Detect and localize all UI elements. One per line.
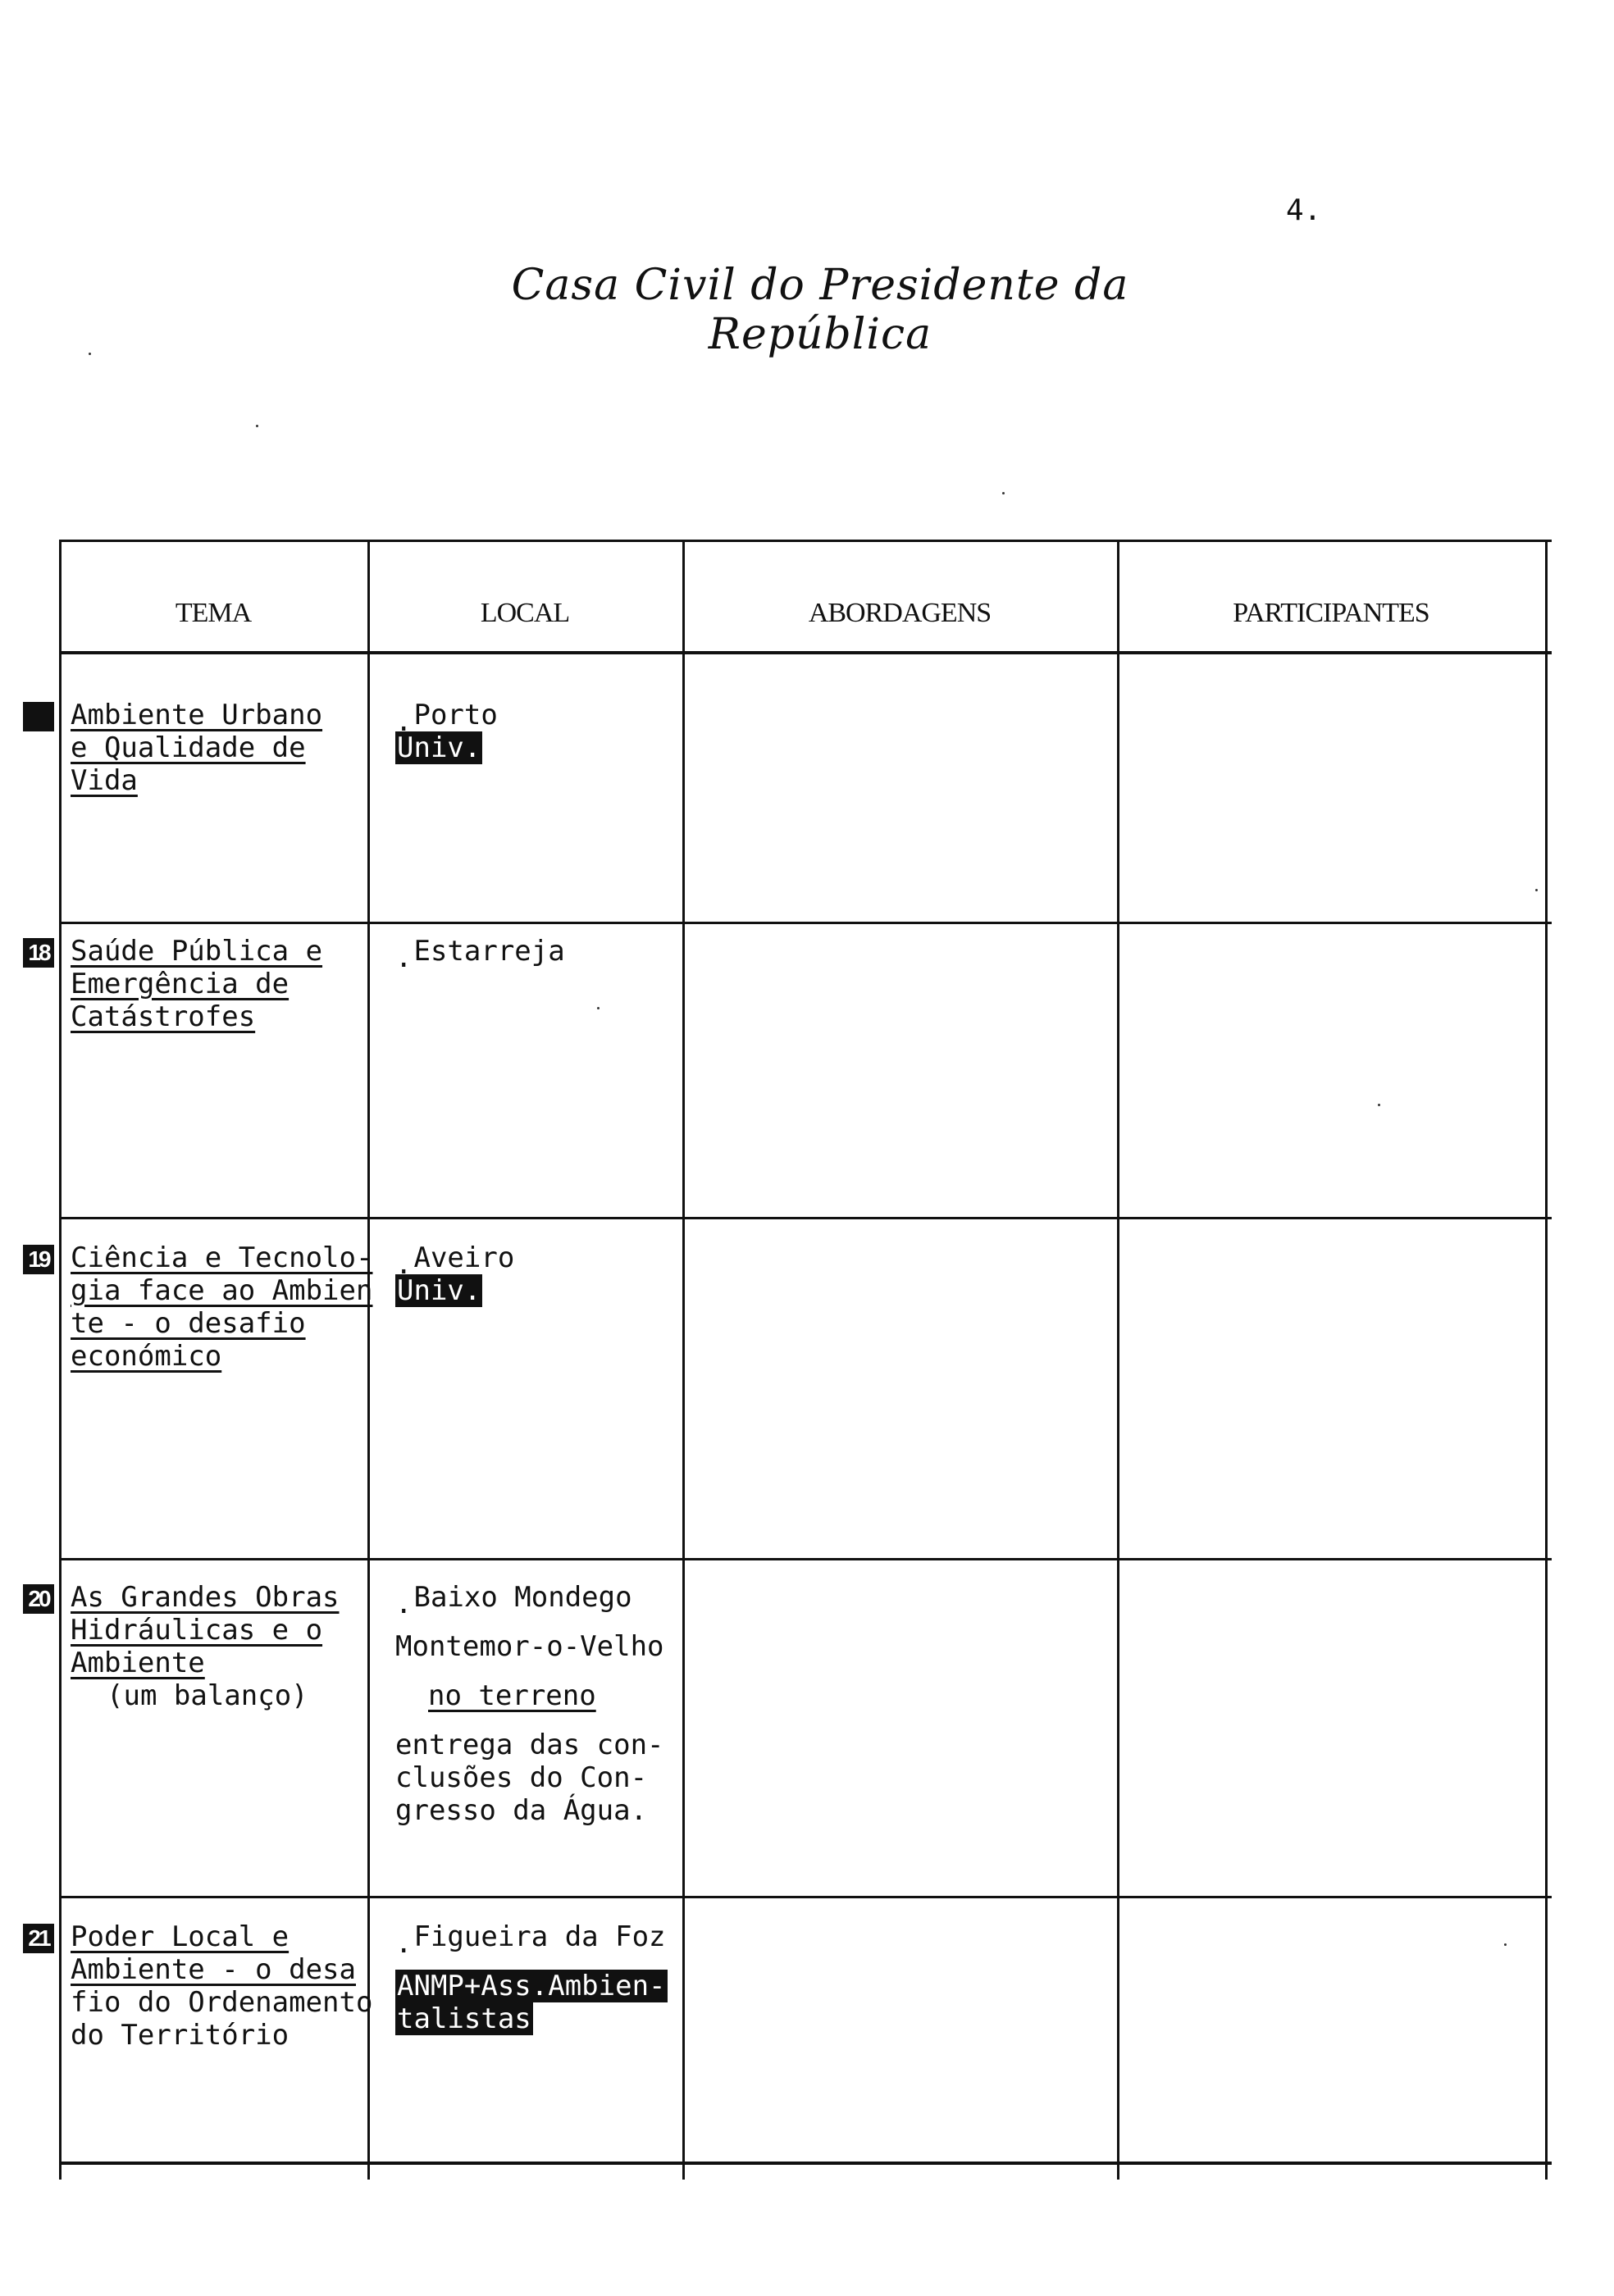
tema-line: Catástrofes: [71, 1000, 256, 1033]
local-place: Estarreja: [413, 935, 565, 968]
local-place: Baixo Mondego: [413, 1581, 632, 1614]
tema-cell: [71, 935, 374, 1033]
header-abordagens: ABORDAGENS: [808, 598, 992, 628]
row-number: [23, 702, 54, 731]
table-row: [28, 1217, 1552, 1558]
local-note: gresso da Água.: [395, 1794, 648, 1827]
local-note: entrega das con-: [395, 1729, 664, 1761]
tema-line: Vida: [71, 764, 138, 797]
local-note: no terreno: [428, 1679, 596, 1712]
tema-cell: [71, 1920, 374, 2052]
letterhead: Casa Civil do Presidente da República: [511, 261, 1129, 359]
row-number: 21: [23, 1924, 54, 1953]
tema-line: do Território: [71, 2019, 290, 2052]
tema-line: Ciência e Tecnolo-: [71, 1241, 373, 1274]
local-cell: [395, 935, 682, 974]
local-cell: [395, 1920, 682, 2035]
table-row: [28, 1558, 1552, 1896]
local-cell: [395, 699, 682, 764]
tema-cell: [71, 1241, 374, 1373]
local-cell: [395, 1581, 682, 1827]
tema-line: Poder Local e: [71, 1920, 290, 1953]
tema-line: e Qualidade de: [71, 731, 306, 764]
table-border-top: [59, 540, 1552, 542]
local-place: Porto: [413, 699, 498, 731]
table-row: [28, 922, 1552, 1217]
bullet-dot: .: [395, 941, 413, 974]
bullet-dot: .: [395, 705, 413, 738]
tema-line: Hidráulicas e o: [71, 1614, 323, 1647]
row-number: 20: [23, 1584, 54, 1614]
local-note: clusões do Con-: [395, 1761, 648, 1794]
local-highlight: Univ.: [397, 731, 481, 764]
page-number: 4.: [1286, 194, 1322, 227]
tema-line: gia face ao Ambien: [71, 1274, 373, 1307]
tema-line: Emergência de: [71, 968, 290, 1000]
local-note: Montemor-o-Velho: [395, 1630, 664, 1663]
table-row: [28, 1896, 1552, 2162]
tema-line: Ambiente Urbano: [71, 699, 323, 731]
tema-cell: [71, 699, 374, 797]
header-local: LOCAL: [480, 598, 570, 628]
tema-line: fio do Ordenamento: [71, 1986, 373, 2019]
schedule-table: [28, 540, 1552, 2180]
tema-cell: [71, 1581, 374, 1712]
bullet-dot: .: [395, 1248, 413, 1281]
bullet-dot: .: [395, 1588, 413, 1620]
row-number: 18: [23, 938, 54, 968]
tema-line: económico: [71, 1340, 222, 1373]
tema-line: te - o desafio: [71, 1307, 306, 1340]
local-highlight: Univ.: [397, 1274, 481, 1307]
header-participantes: PARTICIPANTES: [1233, 598, 1429, 628]
scan-speck: [1002, 492, 1005, 494]
tema-line: Saúde Pública e: [71, 935, 323, 968]
tema-line: Ambiente: [71, 1647, 205, 1679]
local-cell: [395, 1241, 682, 1307]
tema-line: (um balanço): [107, 1679, 308, 1712]
scan-speck: [256, 425, 258, 427]
tema-line: Ambiente - o desa: [71, 1953, 356, 1986]
local-highlight: talistas: [397, 2002, 531, 2035]
local-highlight: ANMP+Ass.Ambien-: [397, 1970, 666, 2002]
scan-speck: [89, 353, 91, 355]
header-tema: TEMA: [175, 598, 252, 628]
local-place: Figueira da Foz: [413, 1920, 666, 1953]
local-place: Aveiro: [413, 1241, 515, 1274]
row-number: 19: [23, 1245, 54, 1274]
bullet-dot: .: [395, 1927, 413, 1960]
tema-line: As Grandes Obras: [71, 1581, 340, 1614]
table-row: [59, 651, 1552, 922]
table-border-bottom: [59, 2162, 1552, 2165]
